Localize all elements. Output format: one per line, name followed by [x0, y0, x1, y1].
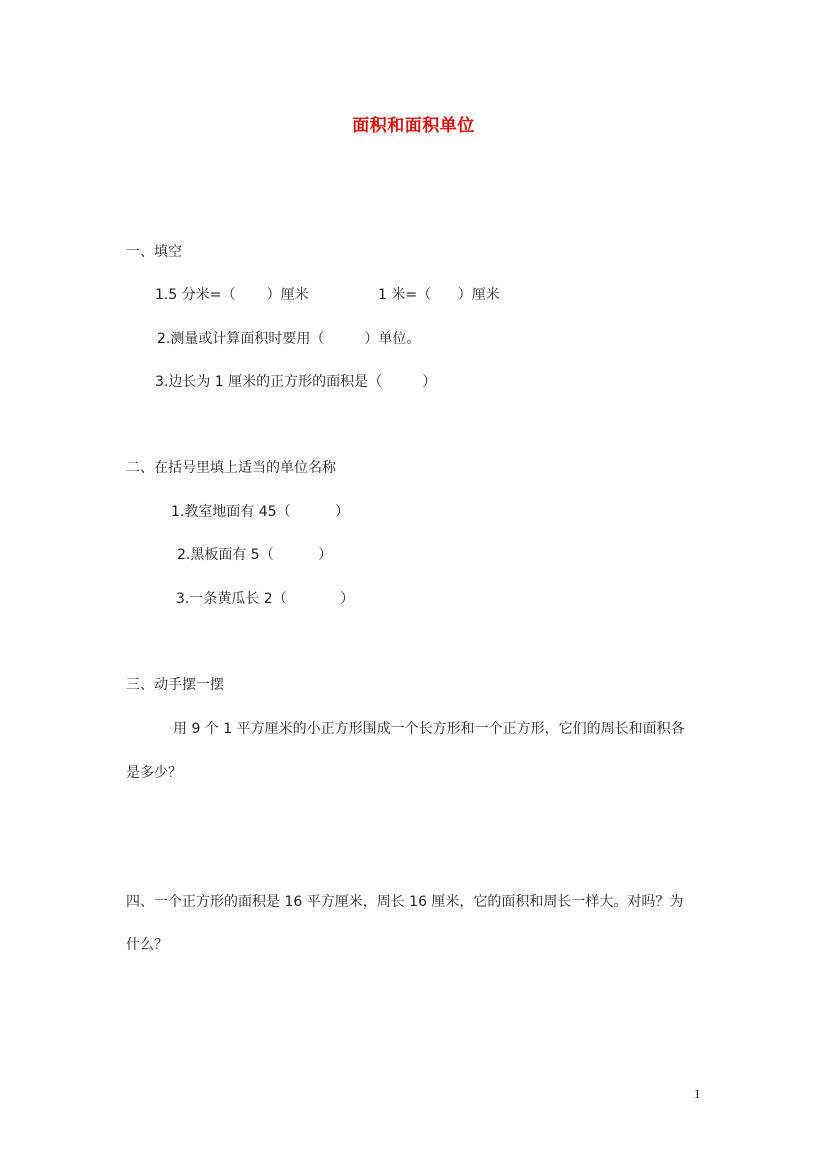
section-3-body-line-1: 用 9 个 1 平方厘米的小正方形围成一个长方形和一个正方形，它们的周长和面积各	[173, 721, 685, 737]
document-title: 面积和面积单位	[352, 116, 475, 136]
section-2-question-3: 3.一条黄瓜长 2（ ）	[176, 591, 355, 607]
section-2-heading: 二、在括号里填上适当的单位名称	[126, 460, 336, 476]
section-3-heading: 三、动手摆一摆	[126, 677, 224, 693]
section-1-heading: 一、填空	[126, 244, 182, 260]
section-2-question-2: 2.黑板面有 5（ ）	[177, 547, 333, 563]
section-1-question-3: 3.边长为 1 厘米的正方形的面积是（ ）	[155, 374, 437, 390]
section-4-line-1: 四、一个正方形的面积是 16 平方厘米，周长 16 厘米，它的面积和周长一样大。对吗？为	[126, 894, 684, 910]
section-1-question-2: 2.测量或计算面积时要用（ ）单位。	[157, 331, 421, 347]
page-number: 1	[694, 1086, 701, 1101]
section-1-question-1b: 1 米=（ ）厘米	[378, 287, 500, 303]
section-3-body-line-2: 是多少？	[126, 765, 182, 781]
section-1-question-1a: 1.5 分米=（ ）厘米	[155, 287, 309, 303]
section-2-question-1: 1.教室地面有 45（ ）	[171, 504, 350, 520]
section-4-line-2: 什么？	[126, 937, 168, 953]
